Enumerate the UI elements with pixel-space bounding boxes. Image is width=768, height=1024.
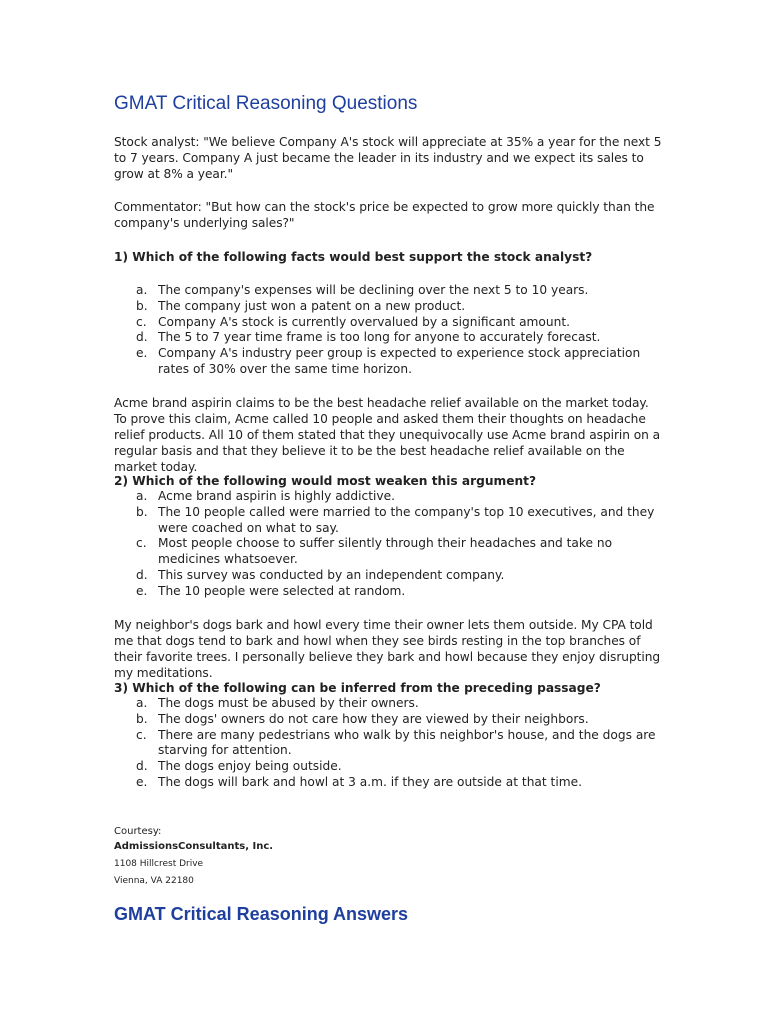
option-letter: e. [136,583,148,598]
option-2e [134,584,664,600]
option-2a [134,489,664,505]
option-text: Company A's stock is currently overvalued by a significant amount. [158,314,570,329]
option-letter: a. [136,489,148,503]
option-letter: c. [136,314,147,329]
option-text: The dogs will bark and howl at 3 a.m. if they are outside at that time. [158,774,582,789]
option-1b [134,299,664,315]
option-text: The 10 people called were married to the company's top 10 executives, and they were coached on what to say. [158,504,655,535]
option-text: Company A's industry peer group is expected to experience stock appreciation rates of 30% over the same time horizon. [158,346,641,376]
option-text: This survey was conducted by an independent company. [158,567,505,582]
option-letter: e. [136,346,148,361]
question-1-options [134,283,664,378]
option-letter: c. [136,727,147,742]
courtesy-company: AdmissionsConsultants, Inc. [114,841,274,852]
option-text: The dogs' owners do not care how they are viewed by their neighbors. [158,711,589,726]
dogs-passage: My neighbor's dogs bark and howl every time their owner lets them outside. My CPA told me that dogs tend to bark and howl when they see birds resting in the top branches of their favorite trees. I personally believe they bark and howl because they enjoy disrupting my meditations. [114,618,661,680]
option-letter: c. [136,536,147,551]
question-3-options [134,696,664,791]
option-text: The company's expenses will be declining over the next 5 to 10 years. [158,283,589,297]
option-text: Acme brand aspirin is highly addictive. [158,489,395,503]
option-letter: b. [136,504,148,519]
courtesy-street: 1108 Hillcrest Drive [114,859,204,869]
option-3e [134,775,664,791]
option-3a [134,696,664,712]
option-2c [134,536,664,568]
option-letter: a. [136,696,148,710]
option-letter: a. [136,283,148,297]
answers-heading: GMAT Critical Reasoning Answers [114,904,409,924]
option-text: The dogs enjoy being outside. [158,759,342,774]
question-3: 3) Which of the following can be inferred from the preceding passage? [114,681,601,695]
option-1e [134,346,664,378]
question-1: 1) Which of the following facts would best support the stock analyst? [114,250,593,264]
option-letter: d. [136,567,148,582]
option-letter: d. [136,759,148,774]
option-3d [134,759,664,775]
option-3b [134,712,664,728]
option-letter: b. [136,298,148,313]
option-3c [134,728,664,760]
option-text: The company just won a patent on a new product. [158,298,466,313]
option-text: The 10 people were selected at random. [158,583,406,598]
option-text: The dogs must be abused by their owners. [158,696,419,710]
option-2d [134,568,664,584]
option-1d [134,330,664,346]
option-text: Most people choose to suffer silently through their headaches and take no medicines whatsoever. [158,536,613,567]
option-letter: b. [136,711,148,726]
option-letter: d. [136,330,148,345]
courtesy-city: Vienna, VA 22180 [114,876,194,886]
option-1a [134,283,664,299]
aspirin-passage: Acme brand aspirin claims to be the best headache relief available on the market today. To prove this claim, Acme called 10 people and asked them their thoughts on headache relief products. All 10 of them stated that they unequivocally use Acme brand aspirin on a regular basis and that they believe it to be the best headache relief available on the market today. [114,396,661,474]
option-1c [134,315,664,331]
commentator-statement: Commentator: "But how can the stock's price be expected to grow more quickly than the company's underlying sales?" [114,200,655,230]
question-2-options [134,489,664,600]
questions-heading: GMAT Critical Reasoning Questions [114,93,418,114]
option-2b [134,505,664,537]
option-text: The 5 to 7 year time frame is too long for anyone to accurately forecast. [158,330,601,345]
courtesy-label: Courtesy: [114,826,162,837]
question-2: 2) Which of the following would most weaken this argument? [114,474,537,488]
option-letter: e. [136,774,148,789]
option-text: There are many pedestrians who walk by this neighbor's house, and the dogs are starving for attention. [158,727,656,758]
analyst-statement: Stock analyst: "We believe Company A's stock will appreciate at 35% a year for the next 5 to 7 years. Company A just became the leader in its industry and we expect its sales to grow at 8% a year." [114,135,662,181]
